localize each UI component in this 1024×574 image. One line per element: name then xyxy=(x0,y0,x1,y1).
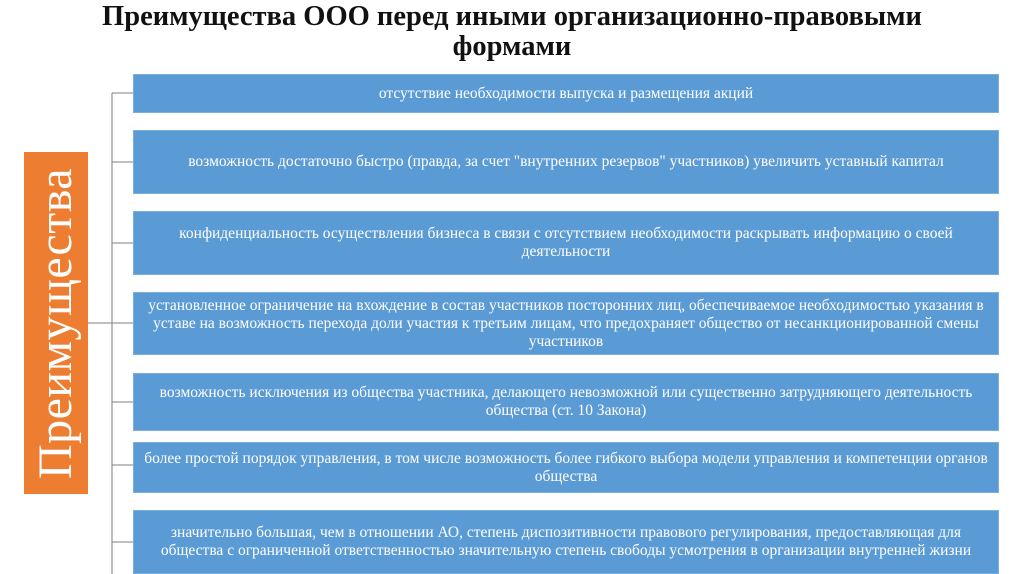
advantage-box-6 xyxy=(133,442,999,493)
advantage-text-4: установленное ограничение на вхождение в состав участников посторонних лиц, обеспечиваемое необходимостью указания в уставе на возможность перехода доли участия к третьим лицам, что предохраняет общество от несанкционированной смены участников xyxy=(148,296,984,350)
advantage-box-5 xyxy=(133,373,999,431)
advantage-box-7 xyxy=(133,510,999,574)
advantage-text-5: возможность исключения из общества участника, делающего невозможной или существенно затрудняющего деятельность общества (ст. 10 Закона) xyxy=(159,384,973,419)
advantage-text-6: более простой порядок управления, в том числе возможность более гибкого выбора модели управления и компетенции органов общества xyxy=(144,449,988,485)
advantage-box-2 xyxy=(133,130,999,194)
advantage-box-3 xyxy=(133,211,999,275)
advantages-side-label xyxy=(24,152,88,494)
advantage-box-1 xyxy=(133,74,999,113)
side-label-text: Преимущества xyxy=(29,167,83,479)
title-line-2: формами xyxy=(452,31,572,62)
advantage-box-4 xyxy=(133,292,999,355)
advantage-text-3: конфиденциальность осуществления бизнеса в связи с отсутствием необходимости раскрывать информацию о своей деятельности xyxy=(179,225,953,260)
title-line-1: Преимущества ООО перед иными организационно-правовыми xyxy=(102,1,922,32)
advantage-text-1: отсутствие необходимости выпуска и размещения акций xyxy=(378,84,754,102)
advantage-text-2: возможность достаточно быстро (правда, за счет "внутренних резервов" участников) увеличить уставный капитал xyxy=(188,153,944,170)
advantage-text-7: значительно большая, чем в отношении АО, степень диспозитивности правового регулирования, предоставляющая для общества с ограниченной ответственностью значительную степень свободы усмотрения в организации внутренней жизни xyxy=(160,524,972,559)
